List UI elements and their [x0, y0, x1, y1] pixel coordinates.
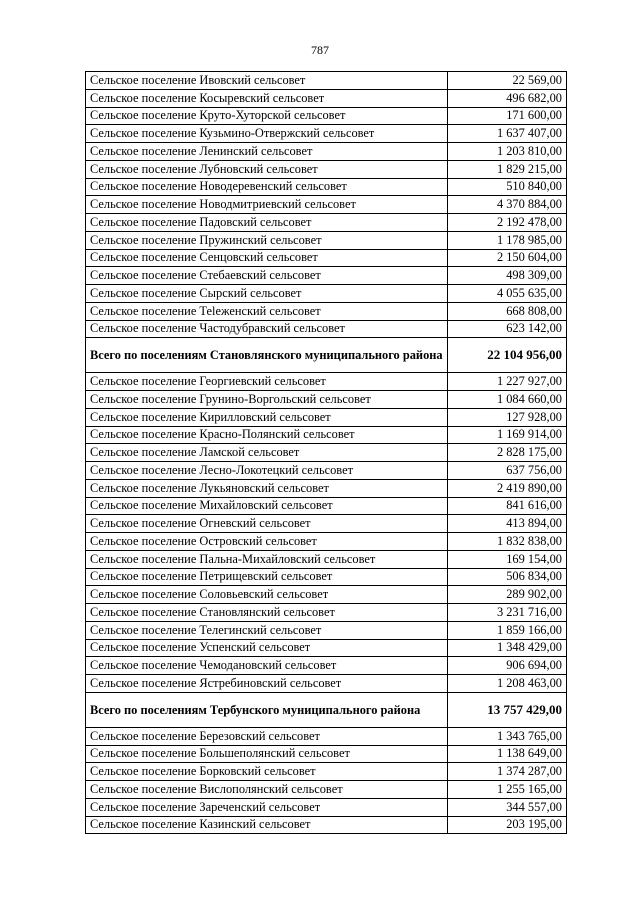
table-row — [86, 727, 567, 745]
table-row — [86, 444, 567, 462]
settlement-name: Сельское поселение Ивовский сельсовет — [86, 72, 448, 90]
settlement-amount: 2 192 478,00 — [448, 214, 567, 232]
table-row — [86, 196, 567, 214]
settlement-amount: 637 756,00 — [448, 462, 567, 480]
table-row — [86, 550, 567, 568]
table-row — [86, 408, 567, 426]
settlement-amount: 344 557,00 — [448, 798, 567, 816]
table-row — [86, 515, 567, 533]
table-row — [86, 621, 567, 639]
settlement-amount: 22 569,00 — [448, 72, 567, 90]
table-row — [86, 391, 567, 409]
settlement-name: Сельское поселение Борковский сельсовет — [86, 763, 448, 781]
settlement-name: Сельское поселение Лесно-Локотецкий сельсовет — [86, 462, 448, 480]
settlement-name: Сельское поселение Стебаевский сельсовет — [86, 267, 448, 285]
settlement-name: Сельское поселение Грунино-Воргольский сельсовет — [86, 391, 448, 409]
settlement-name: Сельское поселение Соловьевский сельсовет — [86, 586, 448, 604]
table-row — [86, 426, 567, 444]
settlement-name: Сельское поселение Ленинский сельсовет — [86, 143, 448, 161]
table-row — [86, 249, 567, 267]
settlement-name: Сельское поселение Кузьмино-Отвержский сельсовет — [86, 125, 448, 143]
table-row — [86, 586, 567, 604]
settlement-amount: 623 142,00 — [448, 320, 567, 338]
settlement-name: Сельское поселение Лубновский сельсовет — [86, 160, 448, 178]
table-row — [86, 160, 567, 178]
settlement-amount: 289 902,00 — [448, 586, 567, 604]
table-row — [86, 320, 567, 338]
settlement-amount: 1 178 985,00 — [448, 231, 567, 249]
settlement-name: Сельское поселение Сырский сельсовет — [86, 285, 448, 303]
table-row — [86, 798, 567, 816]
settlement-amount: 127 928,00 — [448, 408, 567, 426]
table-row — [86, 89, 567, 107]
settlement-amount: 1 084 660,00 — [448, 391, 567, 409]
settlement-name: Сельское поселение Ламской сельсовет — [86, 444, 448, 462]
settlement-name: Сельское поселение Кирилловский сельсовет — [86, 408, 448, 426]
total-amount: 13 757 429,00 — [448, 692, 567, 727]
settlement-amount: 1 169 914,00 — [448, 426, 567, 444]
settlement-amount: 1 343 765,00 — [448, 727, 567, 745]
settlement-amount: 2 419 890,00 — [448, 479, 567, 497]
table-row — [86, 107, 567, 125]
table-row — [86, 816, 567, 834]
settlement-amount: 413 894,00 — [448, 515, 567, 533]
total-row — [86, 692, 567, 727]
settlement-amount: 171 600,00 — [448, 107, 567, 125]
table-row — [86, 302, 567, 320]
total-label: Всего по поселениям Тербунского муниципального района — [86, 692, 448, 727]
settlement-name: Сельское поселение Георгиевский сельсовет — [86, 373, 448, 391]
table-row — [86, 373, 567, 391]
settlement-name: Сельское поселение Островский сельсовет — [86, 533, 448, 551]
settlement-amount: 1 859 166,00 — [448, 621, 567, 639]
settlement-name: Сельское поселение Падовский сельсовет — [86, 214, 448, 232]
settlement-amount: 1 138 649,00 — [448, 745, 567, 763]
settlement-amount: 4 370 884,00 — [448, 196, 567, 214]
settlement-amount: 1 348 429,00 — [448, 639, 567, 657]
settlement-name: Сельское поселение Косыревский сельсовет — [86, 89, 448, 107]
settlement-amount: 498 309,00 — [448, 267, 567, 285]
table-row — [86, 231, 567, 249]
table-row — [86, 745, 567, 763]
table-row — [86, 285, 567, 303]
table-row — [86, 462, 567, 480]
settlement-name: Сельское поселение Новодеревенский сельсовет — [86, 178, 448, 196]
table-row — [86, 763, 567, 781]
settlement-name: Сельское поселение Петрищевский сельсовет — [86, 568, 448, 586]
table-row — [86, 72, 567, 90]
settlement-name: Сельское поселение Казинский сельсовет — [86, 816, 448, 834]
settlement-name: Сельское поселение Становлянский сельсовет — [86, 604, 448, 622]
budget-table — [85, 71, 567, 834]
table-row — [86, 657, 567, 675]
total-amount: 22 104 956,00 — [448, 338, 567, 373]
settlement-name: Сельское поселение Ястребиновский сельсовет — [86, 675, 448, 693]
settlement-amount: 1 203 810,00 — [448, 143, 567, 161]
table-row — [86, 781, 567, 799]
table-row — [86, 675, 567, 693]
settlement-name: Сельское поселение Телегинский сельсовет — [86, 621, 448, 639]
settlement-amount: 2 150 604,00 — [448, 249, 567, 267]
settlement-amount: 496 682,00 — [448, 89, 567, 107]
table-row — [86, 604, 567, 622]
settlement-name: Сельское поселение Вислополянский сельсовет — [86, 781, 448, 799]
table-row — [86, 214, 567, 232]
settlement-amount: 4 055 635,00 — [448, 285, 567, 303]
settlement-name: Сельское поселение Пальна-Михайловский сельсовет — [86, 550, 448, 568]
settlement-name: Сельское поселение Пружинский сельсовет — [86, 231, 448, 249]
total-label: Всего по поселениям Становлянского муниципального района — [86, 338, 448, 373]
table-row — [86, 125, 567, 143]
settlement-amount: 1 255 165,00 — [448, 781, 567, 799]
settlement-amount: 668 808,00 — [448, 302, 567, 320]
settlement-name: Сельское поселение Частодубравский сельсовет — [86, 320, 448, 338]
settlement-amount: 506 834,00 — [448, 568, 567, 586]
settlement-name: Сельское поселение Красно-Полянский сельсовет — [86, 426, 448, 444]
settlement-amount: 2 828 175,00 — [448, 444, 567, 462]
settlement-amount: 203 195,00 — [448, 816, 567, 834]
settlement-amount: 906 694,00 — [448, 657, 567, 675]
table-row — [86, 568, 567, 586]
settlement-name: Сельское поселение Лукьяновский сельсовет — [86, 479, 448, 497]
table-row — [86, 143, 567, 161]
settlement-name: Сельское поселение Круто-Хуторской сельсовет — [86, 107, 448, 125]
settlement-amount: 841 616,00 — [448, 497, 567, 515]
table-row — [86, 533, 567, 551]
settlement-amount: 1 832 838,00 — [448, 533, 567, 551]
settlement-amount: 1 637 407,00 — [448, 125, 567, 143]
settlement-amount: 1 374 287,00 — [448, 763, 567, 781]
table-row — [86, 267, 567, 285]
settlement-amount: 3 231 716,00 — [448, 604, 567, 622]
settlement-name: Сельское поселение Новодмитриевский сельсовет — [86, 196, 448, 214]
settlement-name: Сельское поселение Огневский сельсовет — [86, 515, 448, 533]
settlement-name: Сельское поселение Михайловский сельсовет — [86, 497, 448, 515]
settlement-name: Сельское поселение Теleженский сельсовет — [86, 302, 448, 320]
settlement-name: Сельское поселение Успенский сельсовет — [86, 639, 448, 657]
table-row — [86, 479, 567, 497]
budget-table-body — [86, 72, 567, 834]
table-row — [86, 497, 567, 515]
settlement-name: Сельское поселение Большеполянский сельсовет — [86, 745, 448, 763]
page-number: 787 — [311, 43, 329, 57]
settlement-name: Сельское поселение Сенцовский сельсовет — [86, 249, 448, 267]
settlement-amount: 1 208 463,00 — [448, 675, 567, 693]
table-row — [86, 639, 567, 657]
settlement-name: Сельское поселение Зареченский сельсовет — [86, 798, 448, 816]
total-row — [86, 338, 567, 373]
settlement-amount: 1 829 215,00 — [448, 160, 567, 178]
table-row — [86, 178, 567, 196]
settlement-amount: 1 227 927,00 — [448, 373, 567, 391]
settlement-name: Сельское поселение Чемодановский сельсовет — [86, 657, 448, 675]
settlement-name: Сельское поселение Березовский сельсовет — [86, 727, 448, 745]
settlement-amount: 169 154,00 — [448, 550, 567, 568]
settlement-amount: 510 840,00 — [448, 178, 567, 196]
